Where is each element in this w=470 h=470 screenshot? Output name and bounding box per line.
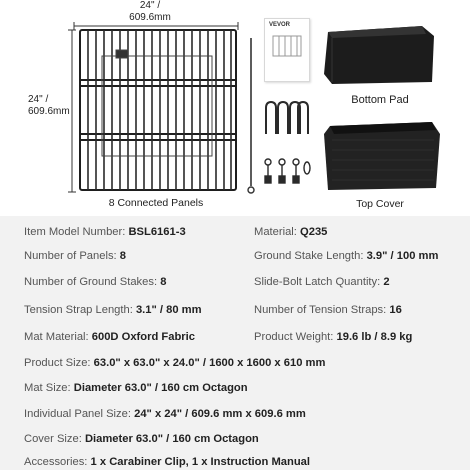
spec-stakes-label: Number of Ground Stakes: [24,276,158,288]
top-cover-caption: Top Cover [356,198,404,210]
specifications-panel [0,216,470,470]
spec-weight-value: 19.6 lb / 8.9 kg [336,331,413,343]
manual-illustration [265,28,309,74]
instruction-manual-image [264,18,310,82]
panels-caption: 8 Connected Panels [108,197,204,209]
spec-stakes [24,276,166,288]
top-cover-image [322,120,444,194]
spec-size-label: Product Size: [24,357,91,369]
height-arrow [68,28,76,194]
spec-straps-label: Number of Tension Straps: [254,304,387,316]
spec-item-model-label: Item Model Number: [24,226,126,238]
spec-latch-qty [254,276,390,288]
spec-panels [24,250,126,262]
tension-straps-image [260,156,312,186]
spec-stake-length [254,250,438,262]
spec-stakes-value: 8 [160,276,167,288]
spec-mat-size-value: Diameter 63.0" / 160 cm Octagon [73,382,248,394]
spec-mat-size [24,382,248,394]
spec-material-label: Material: [254,226,297,238]
spec-mat-material-value: 600D Oxford Fabric [91,331,195,343]
spec-accessories [24,456,310,468]
spec-latch-qty-label: Slide-Bolt Latch Quantity: [254,276,381,288]
width-dimension-line2: 609.6mm [129,12,171,23]
spec-mat-size-label: Mat Size: [24,382,71,394]
spec-material [254,226,327,238]
spec-size [24,357,325,369]
height-dimension-line1: 24" / [28,94,49,105]
spec-material-value: Q235 [300,226,328,238]
connected-panels-image [76,26,242,196]
spec-accessories-label: Accessories: [24,456,88,468]
width-dimension-line1: 24" / [139,0,161,11]
ground-stakes-image [262,100,310,136]
spec-item-model [24,226,186,238]
spec-mat-material-label: Mat Material: [24,331,89,343]
carabiner-rod-image [246,36,256,196]
spec-stake-length-value: 3.9" / 100 mm [366,250,439,262]
spec-accessories-value: 1 x Carabiner Clip, 1 x Instruction Manual [90,456,310,468]
spec-cover-size-value: Diameter 63.0" / 160 cm Octagon [84,433,259,445]
height-dimension-line2: 609.6mm [28,106,70,117]
product-image-area [0,0,470,216]
spec-panels-label: Number of Panels: [24,250,117,262]
spec-item-model-value: BSL6161-3 [128,226,186,238]
width-dimension [110,0,190,24]
spec-straps-value: 16 [389,304,402,316]
spec-weight-label: Product Weight: [254,331,334,343]
manual-brand: VEVOR [269,22,291,28]
spec-strap-length [24,304,202,316]
bottom-pad-caption: Bottom Pad [351,94,409,106]
spec-weight [254,331,412,343]
spec-panel-size-value: 24" x 24" / 609.6 mm x 609.6 mm [134,408,306,420]
spec-strap-length-value: 3.1" / 80 mm [135,304,202,316]
spec-latch-qty-value: 2 [383,276,390,288]
spec-straps [254,304,402,316]
bottom-pad-image [322,24,438,86]
spec-cover-size-label: Cover Size: [24,433,82,445]
spec-mat-material [24,331,195,343]
spec-panel-size-label: Individual Panel Size: [24,408,131,420]
spec-size-value: 63.0" x 63.0" x 24.0" / 1600 x 1600 x 610 mm [93,357,326,369]
spec-strap-length-label: Tension Strap Length: [24,304,133,316]
spec-stake-length-label: Ground Stake Length: [254,250,364,262]
spec-cover-size [24,433,259,445]
spec-panels-value: 8 [119,250,126,262]
spec-panel-size [24,408,306,420]
